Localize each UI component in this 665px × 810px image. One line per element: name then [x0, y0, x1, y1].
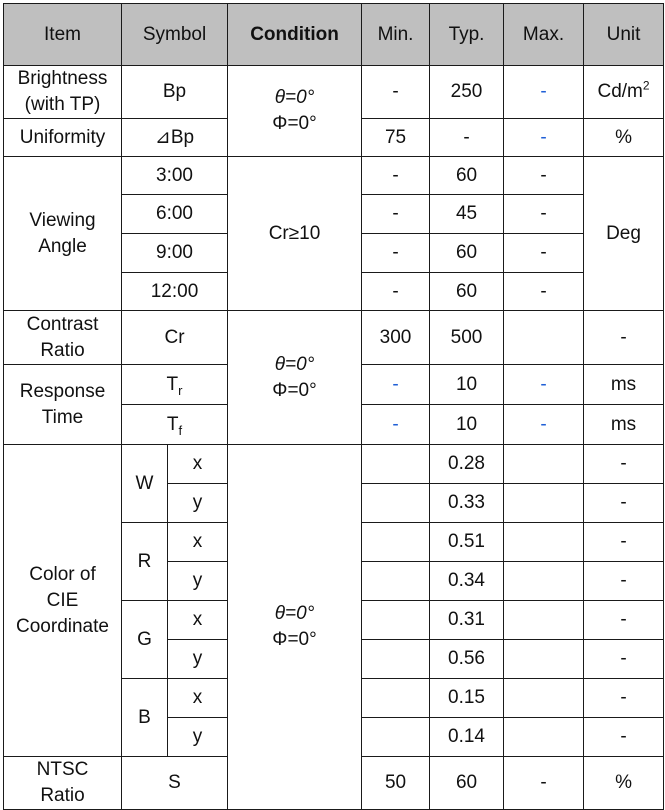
color-w: W: [122, 445, 168, 523]
condition-phi: Φ=0°: [272, 379, 317, 401]
max-value: -: [504, 119, 584, 157]
min-value: -: [362, 195, 430, 234]
item-cie-line2: CIE: [46, 589, 79, 611]
item-response-line1: Response: [19, 380, 106, 402]
symbol-s: S: [122, 757, 228, 810]
min-value: -: [362, 66, 430, 119]
symbol-tr-sub: r: [178, 382, 183, 398]
symbol-12-00: 12:00: [122, 273, 228, 311]
item-response-time: [4, 365, 122, 445]
table-row: [4, 66, 664, 119]
unit-value: -: [584, 601, 664, 640]
color-r: R: [122, 523, 168, 601]
unit-value: -: [584, 562, 664, 601]
typ-value: 0.15: [430, 679, 504, 718]
max-value: [504, 601, 584, 640]
condition-theta: θ=0°: [274, 353, 315, 375]
min-value: -: [362, 157, 430, 195]
max-value: -: [504, 66, 584, 119]
item-viewing-angle: [4, 157, 122, 311]
typ-value: 60: [430, 757, 504, 810]
coord-y: y: [168, 718, 228, 757]
min-value: -: [362, 273, 430, 311]
item-viewing-line2: Angle: [38, 235, 87, 257]
min-value: [362, 484, 430, 523]
item-ntsc-line1: NTSC: [36, 759, 89, 780]
min-value: [362, 445, 430, 484]
typ-value: 10: [430, 365, 504, 405]
typ-value: -: [430, 119, 504, 157]
min-value: [362, 523, 430, 562]
coord-x: x: [168, 523, 228, 562]
header-unit: Unit: [584, 4, 664, 66]
max-value: -: [504, 757, 584, 810]
typ-value: 0.51: [430, 523, 504, 562]
item-viewing-line1: Viewing: [29, 209, 96, 231]
min-value: 50: [362, 757, 430, 810]
max-value: [504, 640, 584, 679]
condition-angle-c: [228, 445, 362, 810]
max-value: [504, 523, 584, 562]
item-contrast-line2: Ratio: [40, 339, 85, 361]
symbol-tf-base: T: [166, 413, 179, 435]
table-row: [4, 157, 664, 195]
optical-spec-table: [3, 3, 664, 810]
item-brightness: [4, 66, 122, 119]
condition-angle-a: [228, 66, 362, 157]
table-row: [4, 445, 664, 484]
min-value: 300: [362, 311, 430, 365]
max-value: [504, 718, 584, 757]
condition-theta: θ=0°: [274, 87, 315, 108]
condition-phi: Φ=0°: [272, 113, 317, 134]
min-value: -: [362, 365, 430, 405]
header-condition: Condition: [228, 4, 362, 66]
unit-value: -: [584, 311, 664, 365]
unit-base: Cd/m: [597, 81, 643, 102]
max-value: -: [504, 365, 584, 405]
item-cie-line3: Coordinate: [16, 615, 109, 637]
max-value: -: [504, 273, 584, 311]
max-value: [504, 484, 584, 523]
item-contrast-line1: Contrast: [26, 313, 99, 335]
min-value: [362, 640, 430, 679]
typ-value: 60: [430, 234, 504, 273]
max-value: -: [504, 405, 584, 445]
typ-value: 0.28: [430, 445, 504, 484]
typ-value: 0.34: [430, 562, 504, 601]
typ-value: 10: [430, 405, 504, 445]
unit-value: ms: [584, 405, 664, 445]
typ-value: 0.31: [430, 601, 504, 640]
header-row: [4, 4, 664, 66]
min-value: [362, 679, 430, 718]
max-value: [504, 445, 584, 484]
symbol-cr: Cr: [122, 311, 228, 365]
min-value: -: [362, 234, 430, 273]
min-value: [362, 601, 430, 640]
symbol-3-00: 3:00: [122, 157, 228, 195]
coord-y: y: [168, 484, 228, 523]
unit-value: -: [584, 484, 664, 523]
typ-value: 250: [430, 66, 504, 119]
condition-phi: Φ=0°: [272, 629, 317, 650]
item-ntsc-ratio: [4, 757, 122, 810]
unit-value: -: [584, 718, 664, 757]
max-value: [504, 311, 584, 365]
header-typ: Typ.: [430, 4, 504, 66]
header-max: Max.: [504, 4, 584, 66]
typ-value: 45: [430, 195, 504, 234]
item-cie-line1: Color of: [29, 563, 96, 585]
header-item: Item: [4, 4, 122, 66]
typ-value: 0.33: [430, 484, 504, 523]
unit-value: ms: [584, 365, 664, 405]
symbol-tf: [122, 405, 228, 445]
header-symbol: Symbol: [122, 4, 228, 66]
unit-deg: Deg: [584, 157, 664, 311]
coord-x: x: [168, 445, 228, 484]
symbol-bp: Bp: [122, 66, 228, 119]
typ-value: 60: [430, 157, 504, 195]
min-value: -: [362, 405, 430, 445]
symbol-tr: [122, 365, 228, 405]
delta-triangle-icon: ⊿: [154, 126, 171, 148]
symbol-6-00: 6:00: [122, 195, 228, 234]
typ-value: 0.56: [430, 640, 504, 679]
item-contrast-ratio: [4, 311, 122, 365]
item-response-line2: Time: [41, 406, 84, 428]
condition-angle-b: [228, 311, 362, 445]
max-value: [504, 679, 584, 718]
header-min: Min.: [362, 4, 430, 66]
unit-value: %: [584, 757, 664, 810]
typ-value: 500: [430, 311, 504, 365]
typ-value: 0.14: [430, 718, 504, 757]
unit-value: -: [584, 640, 664, 679]
table-row: [4, 311, 664, 365]
max-value: -: [504, 234, 584, 273]
symbol-text: Bp: [170, 126, 195, 148]
coord-y: y: [168, 640, 228, 679]
symbol-tr-base: T: [166, 373, 179, 395]
coord-x: x: [168, 679, 228, 718]
coord-y: y: [168, 562, 228, 601]
item-ntsc-line2: Ratio: [40, 785, 85, 806]
typ-value: 60: [430, 273, 504, 311]
unit-value: [584, 66, 664, 119]
min-value: [362, 562, 430, 601]
unit-value: -: [584, 523, 664, 562]
color-g: G: [122, 601, 168, 679]
condition-cr: Cr≥10: [228, 157, 362, 311]
max-value: -: [504, 157, 584, 195]
symbol-delta-bp: [122, 119, 228, 157]
item-brightness-line1: Brightness: [17, 68, 108, 89]
color-b: B: [122, 679, 168, 757]
item-brightness-line2: (with TP): [24, 94, 101, 115]
symbol-tf-sub: f: [178, 422, 183, 438]
item-uniformity: Uniformity: [4, 119, 122, 157]
condition-theta: θ=0°: [274, 603, 315, 624]
min-value: 75: [362, 119, 430, 157]
min-value: [362, 718, 430, 757]
unit-value: -: [584, 679, 664, 718]
max-value: [504, 562, 584, 601]
unit-value: %: [584, 119, 664, 157]
unit-value: -: [584, 445, 664, 484]
item-cie-coordinate: [4, 445, 122, 757]
coord-x: x: [168, 601, 228, 640]
symbol-9-00: 9:00: [122, 234, 228, 273]
unit-superscript: 2: [642, 78, 650, 93]
max-value: -: [504, 195, 584, 234]
